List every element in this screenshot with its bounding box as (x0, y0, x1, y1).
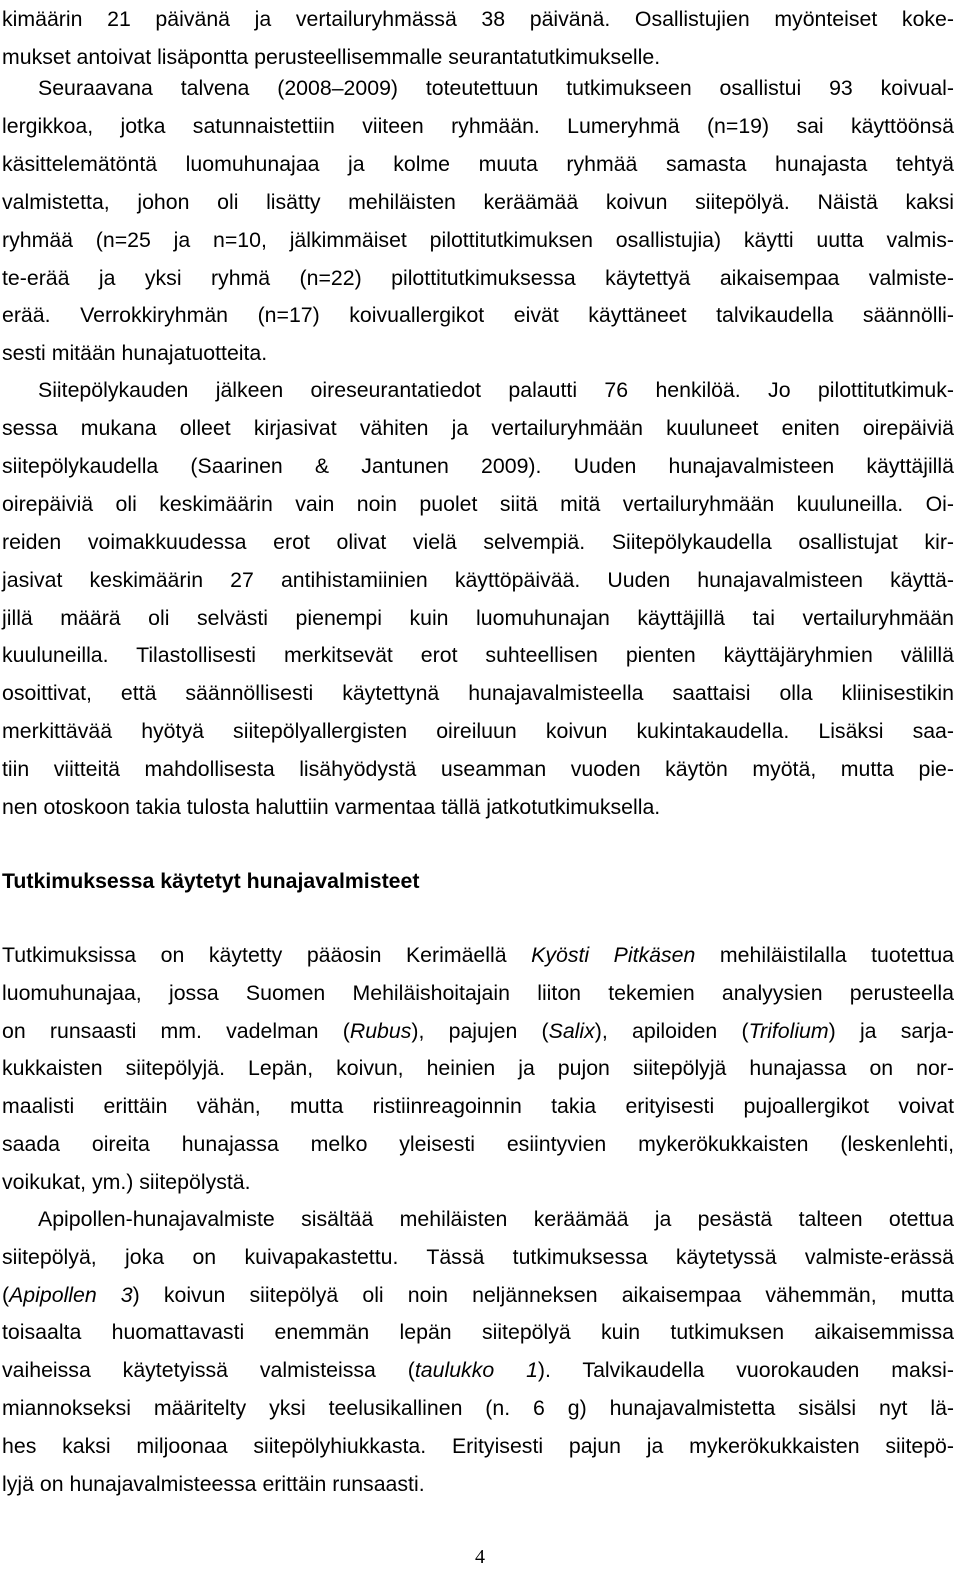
section-heading: Tutkimuksessa käytetyt hunajavalmisteet (2, 869, 420, 893)
text-line: osoittivat, että säännöllisesti käytettynä hunajavalmisteella saattaisi olla kliinisestikin (2, 681, 954, 705)
page-number: 4 (475, 1546, 485, 1568)
text-line: kukkaisten siitepölyjä. Lepän, koivun, heinien ja pujon siitepölyjä hunajassa on nor- (2, 1056, 954, 1080)
text-line: reiden voimakkuudessa erot olivat vielä selvempiä. Siitepölykaudella osallistujat kir- (2, 530, 954, 554)
text-line: valmistetta, johon oli lisätty mehiläisten keräämää koivun siitepölyä. Näistä kaksi (2, 190, 954, 214)
text-line: (Apipollen 3) koivun siitepölyä oli noin neljänneksen aikaisempaa vähemmän, mutta (2, 1283, 954, 1307)
text-line: saada oireita hunajassa melko yleisesti esiintyvien mykerökukkaisten (leskenlehti, (2, 1132, 954, 1156)
text-line: Tutkimuksissa on käytetty pääosin Kerimäellä Kyösti Pitkäsen mehiläistilalla tuotettua (2, 943, 955, 967)
text-line: luomuhunajaa, jossa Suomen Mehiläishoitajain liiton tekemien analyysien perusteella (2, 981, 954, 1005)
text-line: lergikkoa, jotka satunnaistettiin viiteen ryhmään. Lumeryhmä (n=19) sai käyttöönsä (2, 114, 954, 138)
text-line: jillä määrä oli selvästi pienempi kuin luomuhunajan käyttäjillä tai vertailuryhmään (2, 606, 954, 630)
text-line: erää. Verrokkiryhmän (n=17) koivuallergikot eivät käyttäneet talvikaudella säännölli- (2, 303, 954, 327)
text-line: nen otoskoon takia tulosta haluttiin varmentaa tällä jatkotutkimuksella. (2, 795, 661, 819)
text-line: sesti mitään hunajatuotteita. (2, 341, 268, 365)
text-line: Apipollen-hunajavalmiste sisältää mehiläisten keräämää ja pesästä talteen otettua (38, 1207, 954, 1231)
text-line: käsittelemätöntä luomuhunajaa ja kolme muuta ryhmää samasta hunajasta tehtyä (2, 152, 954, 176)
text-line: toisaalta huomattavasti enemmän lepän siitepölyä kuin tutkimuksen aikaisemmissa (2, 1320, 954, 1344)
text-line: vaiheissa käytetyissä valmisteissa (taulukko 1). Talvikaudella vuorokauden maksi- (2, 1358, 954, 1382)
text-line: Siitepölykauden jälkeen oireseurantatiedot palautti 76 henkilöä. Jo pilottitutkimuk- (38, 378, 954, 402)
text-line: miannokseksi määritelty yksi teelusikallinen (n. 6 g) hunajavalmistetta sisälsi nyt lä- (2, 1396, 954, 1420)
text-line: merkittävää hyötyä siitepölyallergisten oireiluun koivun kukintakaudella. Lisäksi saa- (2, 719, 954, 743)
text-line: siitepölykaudella (Saarinen & Jantunen 2009). Uuden hunajavalmisteen käyttäjillä (2, 454, 954, 478)
text-line: sessa mukana olleet kirjasivat vähiten ja vertailuryhmään kuuluneet eniten oirepäiviä (2, 416, 954, 440)
text-line: siitepölyä, joka on kuivapakastettu. Tässä tutkimuksessa käytetyssä valmiste-erässä (2, 1245, 954, 1269)
text-line: jasivat keskimäärin 27 antihistamiinien käyttöpäivää. Uuden hunajavalmisteen käyttä- (2, 568, 954, 592)
text-line: tiin viitteitä mahdollisesta lisähyödystä useamman vuoden käytön myötä, mutta pie- (2, 757, 954, 781)
text-line: kimäärin 21 päivänä ja vertailuryhmässä 38 päivänä. Osallistujien myönteiset koke- (2, 7, 954, 31)
text-line: Seuraavana talvena (2008–2009) toteutettuun tutkimukseen osallistui 93 koivual- (38, 76, 954, 100)
text-line: oirepäiviä oli keskimäärin vain noin puolet siitä mitä vertailuryhmään kuuluneilla. Oi- (2, 492, 954, 516)
text-line: maalisti erittäin vähän, mutta ristiinreagoinnin takia erityisesti pujoallergikot voivat (2, 1094, 954, 1118)
text-line: on runsaasti mm. vadelman (Rubus), pajujen (Salix), apiloiden (Trifolium) ja sarja- (2, 1019, 954, 1043)
text-line: te-erää ja yksi ryhmä (n=22) pilottitutkimuksessa käytettyä aikaisempaa valmiste- (2, 266, 954, 290)
text-line: mukset antoivat lisäpontta perusteellisemmalle seurantatutkimukselle. (2, 45, 661, 69)
text-line: kuuluneilla. Tilastollisesti merkitsevät erot suhteellisen pienten käyttäjäryhmien välillä (2, 643, 954, 667)
text-line: hes kaksi miljoonaa siitepölyhiukkasta. Erityisesti pajun ja mykerökukkaisten siitepö- (2, 1434, 954, 1458)
text-line: ryhmää (n=25 ja n=10, jälkimmäiset pilottitutkimuksen osallistujia) käytti uutta valmis- (2, 228, 954, 252)
text-line: voikukat, ym.) siitepölystä. (2, 1170, 251, 1194)
text-line: lyjä on hunajavalmisteessa erittäin runsaasti. (2, 1472, 425, 1496)
